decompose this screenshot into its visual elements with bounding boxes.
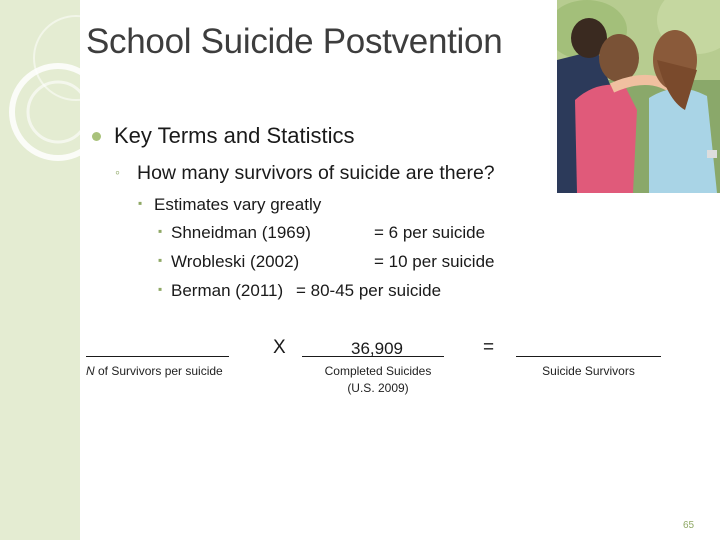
blank-n-survivors <box>86 356 229 357</box>
completed-suicides-value: 36,909 <box>351 339 403 358</box>
caption-suicide-survivors: Suicide Survivors <box>542 364 635 378</box>
people-hugging-photo <box>557 0 720 193</box>
bullet-dot-icon <box>92 132 101 141</box>
slide-title: School Suicide Postvention <box>86 22 503 61</box>
underline-completed <box>302 356 444 357</box>
bullet-small-icon: ▪ <box>158 253 163 267</box>
caption-n-survivors: N of Survivors per suicide <box>86 364 223 378</box>
estimate-value: = 10 per suicide <box>374 252 495 271</box>
page-number: 65 <box>683 520 695 531</box>
bullet-small-icon: ▪ <box>158 282 163 296</box>
estimate-value: = 6 per suicide <box>374 223 486 242</box>
caption-completed-suicides: Completed Suicides (U.S. 2009) <box>324 364 432 395</box>
equals-operator: = <box>483 337 495 358</box>
times-operator: X <box>273 337 286 358</box>
estimate-value: = 80-45 per suicide <box>296 281 442 300</box>
blank-suicide-survivors <box>516 356 661 357</box>
bullet-small-icon: ▪ <box>138 196 143 210</box>
bullet-circle-icon: ◦ <box>115 164 120 180</box>
bullet-small-icon: ▪ <box>158 224 163 238</box>
